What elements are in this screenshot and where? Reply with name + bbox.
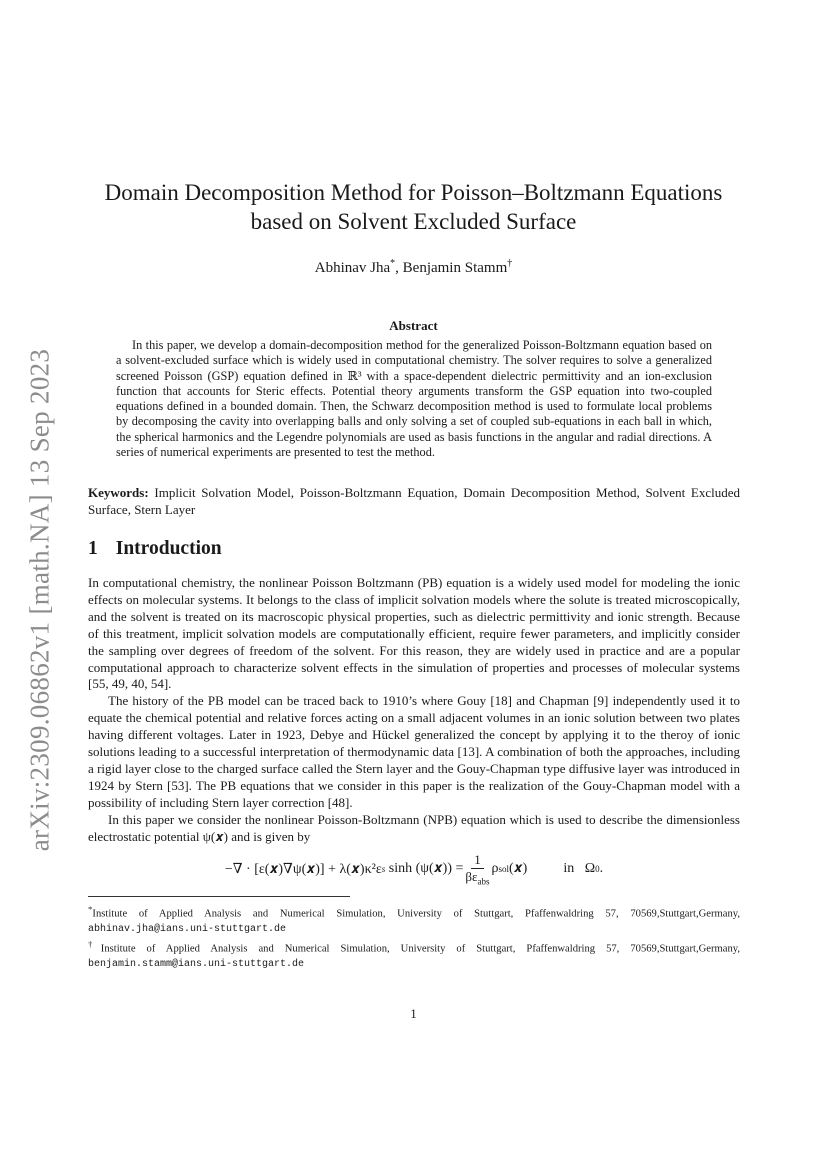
equation-sub: s: [381, 864, 386, 875]
abstract-heading: Abstract: [389, 318, 438, 333]
keywords-label: Keywords:: [88, 485, 149, 500]
footnote-text: Institute of Applied Analysis and Numerical Simulation, University of Stuttgart, Pfaffenwaldring 57, 70569,Stuttgart,Germany,: [100, 943, 740, 955]
fraction-numerator: 1: [471, 852, 484, 869]
author-name: Benjamin Stamm: [402, 260, 508, 276]
footnote-1: [88, 902, 740, 937]
paper-title: [60, 178, 767, 236]
authors: Abhinav Jha*, Benjamin Stamm†: [314, 258, 513, 276]
paragraph: In this paper we consider the nonlinear Poisson-Boltzmann (NPB) equation which is used to describe the dimensionless electrostatic potential ψ(𝒙) and is given by: [88, 811, 740, 844]
page-number: 1: [410, 1006, 417, 1021]
footnote-2: [88, 937, 740, 972]
body-text: [88, 575, 740, 846]
footnote-email[interactable]: benjamin.stamm@ians.uni-stuttgart.de: [88, 958, 305, 970]
rho-arg: (𝒙): [509, 861, 528, 877]
denominator-text: βε: [465, 869, 478, 884]
equation-domain: in Ω: [563, 861, 596, 877]
author-mark: *: [390, 258, 396, 269]
rho: ρ: [491, 861, 499, 877]
section-heading: [88, 538, 240, 560]
keywords-text: Implicit Solvation Model, Poisson-Boltzmann Equation, Domain Decomposition Method, Solvent Excluded Surface, Stern Layer: [88, 485, 741, 517]
equation-end: .: [599, 861, 604, 877]
fraction-denominator: [465, 869, 489, 887]
paragraph: In computational chemistry, the nonlinear Poisson Boltzmann (PB) equation is a widely used model for modeling the ionic effects on molecular systems. It belongs to the class of implicit solvation models where the solute is treated microscopically, and the solvent is treated on its macroscopic physical properties, such as dielectric permittivity and ionic strength. Because of this treatment, implicit solvation models are computationally efficient, require fewer parameters, and implicitly consider the sampling over degrees of freedom of the solvent. For this reason, they are widely used in practice and are a popular computational approach to characterize solvent effects in the simulation of properties and processes of molecular systems [55, 49, 40, 54].: [88, 575, 740, 692]
title-line-2: based on Solvent Excluded Surface: [250, 209, 577, 234]
keywords: [88, 484, 740, 518]
author-mark: †: [507, 258, 513, 269]
author-name: Abhinav Jha: [314, 260, 391, 276]
footnote-rule: [88, 896, 350, 897]
rho-sup: sol: [498, 864, 509, 875]
abstract-text: In this paper, we develop a domain-decomposition method for the generalized Poisson-Boltzmann equation based on a solvent-excluded surface which is widely used in computational chemistry. The solver requires to solve a generalized screened Poisson (GSP) equation defined in ℝ³ with a space-dependent dielectric permittivity and an ion-exclusion function that accounts for Steric effects. Potential theory arguments transform the GSP equation into two-coupled equations defined in a bounded domain. Then, the Schwarz decomposition method is used to formulate local problems by decomposing the cavity into overlapping balls and only solving a set of coupled sub-equations in each ball in which, the spherical harmonics and the Legendre polynomials are used as basis functions in the angular and radial directions. A series of numerical experiments are presented to test the method.: [116, 338, 712, 460]
equation-lhs-rest: sinh (ψ(𝒙)) =: [385, 861, 464, 877]
footnote-email[interactable]: abhinav.jha@ians.uni-stuttgart.de: [88, 923, 287, 935]
equation-lhs: −∇ · [ε(𝒙)∇ψ(𝒙)] + λ(𝒙)κ²ε: [224, 861, 382, 877]
equation-fraction: [465, 852, 489, 887]
footnote-text: Institute of Applied Analysis and Numerical Simulation, University of Stuttgart, Pfaffenwaldring 57, 70569,Stuttgart,Germany,: [92, 908, 740, 920]
footnote-mark: †: [88, 939, 101, 949]
domain-sub: 0: [595, 864, 600, 875]
title-line-1: Domain Decomposition Method for Poisson–Boltzmann Equations: [104, 180, 723, 205]
paragraph: The history of the PB model can be traced back to 1910’s where Gouy [18] and Chapman [9] independently used it to equate the chemical potential and relative forces acting on a small adjacent volumes in an ionic solution between two plates having different voltages. Later in 1923, Debye and Hückel generalized the concept by applying it to the theroy of ionic solutions leading to a successful interpretation of thermodynamic data [13]. A combination of both the approaches, including a rigid layer close to the charged surface called the Stern layer and the Gouy-Chapman type diffusive layer was introduced in 1924 by Stern [53]. The PB equations that we consider in this paper is the realization of the Gouy-Chapman model with a possibility of including Stern layer correction [48].: [88, 693, 740, 810]
section-number: 1: [88, 538, 98, 559]
denominator-sub: abs: [477, 876, 490, 887]
section-title: Introduction: [115, 538, 222, 559]
arxiv-stamp: arXiv:2309.06862v1 [math.NA] 13 Sep 2023: [24, 348, 55, 852]
npb-equation: [88, 852, 740, 887]
footnote-mark: *: [88, 904, 93, 914]
